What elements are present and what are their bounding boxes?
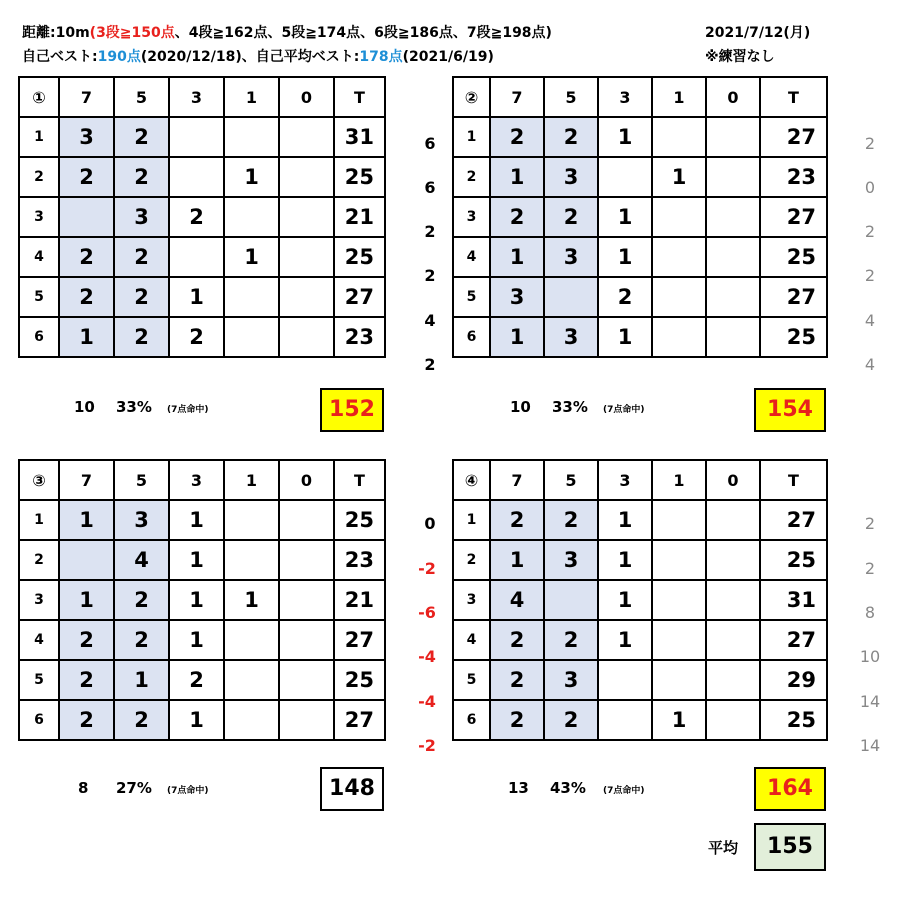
game-label: ① — [19, 77, 59, 117]
count-7: 1 — [490, 540, 544, 580]
end-number: 6 — [19, 317, 59, 357]
col-header-0: 0 — [706, 460, 760, 500]
end-total: 25 — [760, 700, 827, 740]
count-1: 1 — [224, 580, 279, 620]
game-total: 152 — [320, 388, 384, 432]
game-total: 164 — [754, 767, 826, 811]
count-0 — [279, 277, 334, 317]
count-1: 1 — [652, 700, 706, 740]
table-row — [19, 660, 385, 700]
end-total: 23 — [334, 540, 385, 580]
count-3: 1 — [598, 500, 652, 540]
col-header-total: T — [334, 77, 385, 117]
game-total: 154 — [754, 388, 826, 432]
end-total: 25 — [334, 157, 385, 197]
table-row — [19, 700, 385, 740]
sevens-percent: 27% — [116, 779, 152, 797]
count-0 — [706, 700, 760, 740]
end-total: 25 — [334, 237, 385, 277]
count-3: 1 — [169, 580, 224, 620]
count-3 — [598, 157, 652, 197]
end-number: 6 — [19, 700, 59, 740]
count-0 — [279, 620, 334, 660]
count-7: 2 — [59, 157, 114, 197]
end-total: 29 — [760, 660, 827, 700]
end-diff: 2 — [424, 222, 436, 241]
count-7: 1 — [59, 580, 114, 620]
count-5: 3 — [544, 660, 598, 700]
count-3: 1 — [169, 540, 224, 580]
score-table-game-1 — [18, 76, 386, 358]
end-total: 27 — [334, 620, 385, 660]
game-total: 148 — [320, 767, 384, 811]
count-1 — [652, 197, 706, 237]
count-7: 4 — [490, 580, 544, 620]
count-1 — [652, 620, 706, 660]
end-number: 5 — [453, 277, 490, 317]
end-number: 1 — [453, 500, 490, 540]
count-3: 1 — [598, 117, 652, 157]
count-7: 2 — [490, 117, 544, 157]
end-number: 6 — [453, 317, 490, 357]
header-line-2 — [22, 46, 494, 66]
end-total: 27 — [760, 117, 827, 157]
count-1 — [652, 317, 706, 357]
end-diff: 6 — [424, 178, 436, 197]
count-0 — [706, 237, 760, 277]
end-total: 25 — [760, 317, 827, 357]
count-3: 1 — [169, 620, 224, 660]
table-row — [453, 500, 827, 540]
end-diff: -2 — [418, 559, 436, 578]
end-total: 27 — [334, 700, 385, 740]
table-row — [453, 700, 827, 740]
count-1 — [652, 660, 706, 700]
count-3: 1 — [598, 620, 652, 660]
count-7: 2 — [59, 237, 114, 277]
sevens-percent: 33% — [116, 398, 152, 416]
col-header-3: 3 — [598, 460, 652, 500]
count-5: 2 — [114, 700, 169, 740]
distance-text: 距離:10m — [22, 25, 90, 41]
cumulative-diff: 4 — [864, 311, 876, 330]
best-score: 190点 — [97, 49, 141, 65]
count-5: 2 — [114, 117, 169, 157]
count-7: 2 — [59, 277, 114, 317]
end-number: 3 — [453, 197, 490, 237]
best-date-avg-label: (2020/12/18)、自己平均ベスト: — [140, 49, 360, 65]
count-7: 2 — [490, 620, 544, 660]
end-number: 1 — [19, 117, 59, 157]
count-1 — [224, 660, 279, 700]
table-row — [453, 277, 827, 317]
table-row — [453, 580, 827, 620]
count-7: 3 — [490, 277, 544, 317]
end-total: 31 — [334, 117, 385, 157]
table-row — [19, 157, 385, 197]
header-line-1 — [22, 22, 552, 42]
count-0 — [279, 157, 334, 197]
count-1 — [652, 117, 706, 157]
end-diff: -4 — [418, 692, 436, 711]
count-5: 4 — [114, 540, 169, 580]
game-label: ③ — [19, 460, 59, 500]
table-row — [453, 660, 827, 700]
col-header-1: 1 — [652, 460, 706, 500]
score-table-game-3 — [18, 459, 386, 741]
end-diff: 2 — [424, 266, 436, 285]
end-diff: -4 — [418, 647, 436, 666]
count-5: 1 — [114, 660, 169, 700]
cumulative-diff: 4 — [864, 355, 876, 374]
col-header-5: 5 — [544, 77, 598, 117]
sevens-note: (7点命中) — [167, 786, 209, 796]
count-7: 2 — [59, 660, 114, 700]
count-1 — [652, 500, 706, 540]
count-0 — [279, 237, 334, 277]
end-number: 1 — [453, 117, 490, 157]
end-total: 23 — [334, 317, 385, 357]
col-header-7: 7 — [490, 460, 544, 500]
end-total: 31 — [760, 580, 827, 620]
count-5: 2 — [114, 237, 169, 277]
table-row — [19, 580, 385, 620]
count-0 — [706, 197, 760, 237]
count-1 — [224, 500, 279, 540]
table-row — [19, 620, 385, 660]
count-3: 1 — [169, 500, 224, 540]
count-5: 2 — [114, 317, 169, 357]
cumulative-diff: 14 — [859, 692, 881, 711]
cumulative-diff: 0 — [864, 178, 876, 197]
count-7: 3 — [59, 117, 114, 157]
cumulative-diff: 10 — [859, 647, 881, 666]
best-label: 自己ベスト: — [22, 49, 98, 65]
game-label: ② — [453, 77, 490, 117]
count-7: 1 — [490, 237, 544, 277]
count-3 — [598, 660, 652, 700]
count-0 — [706, 500, 760, 540]
count-3: 1 — [598, 237, 652, 277]
table-row — [453, 540, 827, 580]
count-5: 2 — [114, 277, 169, 317]
score-table-game-2 — [452, 76, 828, 358]
table-row — [19, 277, 385, 317]
col-header-1: 1 — [224, 460, 279, 500]
table-row — [19, 500, 385, 540]
count-3: 1 — [169, 700, 224, 740]
count-1: 1 — [224, 237, 279, 277]
count-0 — [706, 660, 760, 700]
end-number: 6 — [453, 700, 490, 740]
end-number: 5 — [19, 277, 59, 317]
count-5: 3 — [544, 157, 598, 197]
table-header-row — [19, 460, 385, 500]
col-header-5: 5 — [114, 460, 169, 500]
count-3: 2 — [169, 317, 224, 357]
count-5: 3 — [114, 197, 169, 237]
end-number: 4 — [19, 237, 59, 277]
count-0 — [279, 317, 334, 357]
table-row — [453, 237, 827, 277]
sevens-count: 13 — [508, 779, 529, 797]
table-row — [453, 197, 827, 237]
end-diff: -2 — [418, 736, 436, 755]
sevens-percent: 43% — [550, 779, 586, 797]
count-0 — [279, 660, 334, 700]
count-0 — [279, 580, 334, 620]
col-header-0: 0 — [706, 77, 760, 117]
count-3 — [598, 700, 652, 740]
count-7: 2 — [490, 700, 544, 740]
col-header-5: 5 — [114, 77, 169, 117]
sevens-count: 10 — [510, 398, 531, 416]
count-7: 1 — [59, 317, 114, 357]
count-1 — [652, 580, 706, 620]
count-1 — [224, 700, 279, 740]
col-header-7: 7 — [59, 460, 114, 500]
count-5 — [544, 580, 598, 620]
col-header-total: T — [760, 460, 827, 500]
count-1 — [224, 620, 279, 660]
count-5: 2 — [544, 197, 598, 237]
count-0 — [279, 197, 334, 237]
col-header-1: 1 — [652, 77, 706, 117]
count-3: 2 — [598, 277, 652, 317]
count-0 — [279, 540, 334, 580]
end-diff: 6 — [424, 134, 436, 153]
count-1 — [224, 277, 279, 317]
sevens-count: 10 — [74, 398, 95, 416]
count-7: 1 — [490, 157, 544, 197]
table-row — [453, 117, 827, 157]
count-5: 3 — [544, 317, 598, 357]
avg-best-score: 178点 — [359, 49, 403, 65]
count-1 — [224, 117, 279, 157]
end-total: 25 — [760, 540, 827, 580]
count-0 — [706, 317, 760, 357]
count-3: 1 — [169, 277, 224, 317]
count-5: 2 — [544, 500, 598, 540]
col-header-3: 3 — [169, 77, 224, 117]
end-total: 25 — [334, 660, 385, 700]
count-5: 2 — [544, 117, 598, 157]
col-header-3: 3 — [169, 460, 224, 500]
average-value: 155 — [754, 823, 826, 871]
col-header-0: 0 — [279, 77, 334, 117]
end-number: 3 — [19, 197, 59, 237]
end-total: 27 — [760, 500, 827, 540]
count-5: 2 — [114, 157, 169, 197]
count-3 — [169, 157, 224, 197]
count-7: 2 — [490, 660, 544, 700]
count-7 — [59, 540, 114, 580]
count-0 — [279, 117, 334, 157]
table-header-row — [453, 460, 827, 500]
practice-note: ※練習なし — [705, 49, 775, 65]
rank-criteria-rest: 、4段≧162点、5段≧174点、6段≧186点、7段≧198点) — [174, 25, 552, 41]
col-header-total: T — [334, 460, 385, 500]
count-3: 2 — [169, 197, 224, 237]
end-number: 3 — [19, 580, 59, 620]
sevens-count: 8 — [78, 779, 89, 797]
col-header-7: 7 — [59, 77, 114, 117]
table-row — [19, 540, 385, 580]
end-number: 1 — [19, 500, 59, 540]
count-0 — [706, 540, 760, 580]
end-number: 3 — [453, 580, 490, 620]
count-3 — [169, 237, 224, 277]
count-7: 1 — [59, 500, 114, 540]
end-diff: 0 — [424, 514, 436, 533]
end-number: 4 — [19, 620, 59, 660]
count-0 — [706, 157, 760, 197]
end-number: 5 — [453, 660, 490, 700]
table-row — [19, 197, 385, 237]
count-7: 2 — [59, 620, 114, 660]
score-table-game-4 — [452, 459, 828, 741]
avg-best-date: (2021/6/19) — [402, 49, 494, 65]
sevens-percent: 33% — [552, 398, 588, 416]
col-header-0: 0 — [279, 460, 334, 500]
count-0 — [706, 277, 760, 317]
count-5: 2 — [544, 700, 598, 740]
col-header-5: 5 — [544, 460, 598, 500]
count-5: 3 — [114, 500, 169, 540]
count-7 — [59, 197, 114, 237]
col-header-1: 1 — [224, 77, 279, 117]
count-1 — [652, 277, 706, 317]
average-label: 平均 — [708, 839, 739, 857]
count-3 — [169, 117, 224, 157]
count-1 — [652, 540, 706, 580]
end-number: 2 — [453, 540, 490, 580]
table-header-row — [19, 77, 385, 117]
count-1 — [652, 237, 706, 277]
col-header-7: 7 — [490, 77, 544, 117]
cumulative-diff: 2 — [864, 222, 876, 241]
cumulative-diff: 14 — [859, 736, 881, 755]
end-total: 27 — [760, 277, 827, 317]
sevens-note: (7点命中) — [603, 405, 645, 415]
count-0 — [279, 500, 334, 540]
count-3: 1 — [598, 540, 652, 580]
end-total: 27 — [760, 620, 827, 660]
end-diff: -6 — [418, 603, 436, 622]
end-number: 2 — [453, 157, 490, 197]
col-header-3: 3 — [598, 77, 652, 117]
cumulative-diff: 8 — [864, 603, 876, 622]
end-total: 25 — [334, 500, 385, 540]
count-7: 2 — [59, 700, 114, 740]
sevens-note: (7点命中) — [167, 405, 209, 415]
count-7: 2 — [490, 197, 544, 237]
end-number: 5 — [19, 660, 59, 700]
count-1: 1 — [652, 157, 706, 197]
col-header-total: T — [760, 77, 827, 117]
count-0 — [706, 117, 760, 157]
table-row — [19, 317, 385, 357]
end-total: 21 — [334, 197, 385, 237]
sevens-note: (7点命中) — [603, 786, 645, 796]
end-number: 2 — [19, 157, 59, 197]
cumulative-diff: 2 — [864, 514, 876, 533]
end-total: 27 — [334, 277, 385, 317]
count-5 — [544, 277, 598, 317]
table-row — [453, 620, 827, 660]
count-0 — [279, 700, 334, 740]
count-1 — [224, 317, 279, 357]
end-total: 21 — [334, 580, 385, 620]
table-row — [453, 157, 827, 197]
end-total: 23 — [760, 157, 827, 197]
count-1 — [224, 540, 279, 580]
end-total: 25 — [760, 237, 827, 277]
count-3: 2 — [169, 660, 224, 700]
table-row — [19, 117, 385, 157]
game-label: ④ — [453, 460, 490, 500]
count-5: 2 — [114, 580, 169, 620]
end-number: 2 — [19, 540, 59, 580]
count-7: 2 — [490, 500, 544, 540]
table-row — [19, 237, 385, 277]
end-diff: 4 — [424, 311, 436, 330]
cumulative-diff: 2 — [864, 559, 876, 578]
count-5: 3 — [544, 237, 598, 277]
count-0 — [706, 620, 760, 660]
count-3: 1 — [598, 197, 652, 237]
count-7: 1 — [490, 317, 544, 357]
count-3: 1 — [598, 317, 652, 357]
count-1 — [224, 197, 279, 237]
end-diff: 2 — [424, 355, 436, 374]
count-3: 1 — [598, 580, 652, 620]
cumulative-diff: 2 — [864, 266, 876, 285]
cumulative-diff: 2 — [864, 134, 876, 153]
end-number: 4 — [453, 237, 490, 277]
count-1: 1 — [224, 157, 279, 197]
count-0 — [706, 580, 760, 620]
session-date: 2021/7/12(月) — [705, 25, 811, 41]
count-5: 2 — [114, 620, 169, 660]
table-row — [453, 317, 827, 357]
table-header-row — [453, 77, 827, 117]
end-number: 4 — [453, 620, 490, 660]
count-5: 3 — [544, 540, 598, 580]
end-total: 27 — [760, 197, 827, 237]
rank3-criteria: (3段≧150点 — [89, 25, 175, 41]
count-5: 2 — [544, 620, 598, 660]
